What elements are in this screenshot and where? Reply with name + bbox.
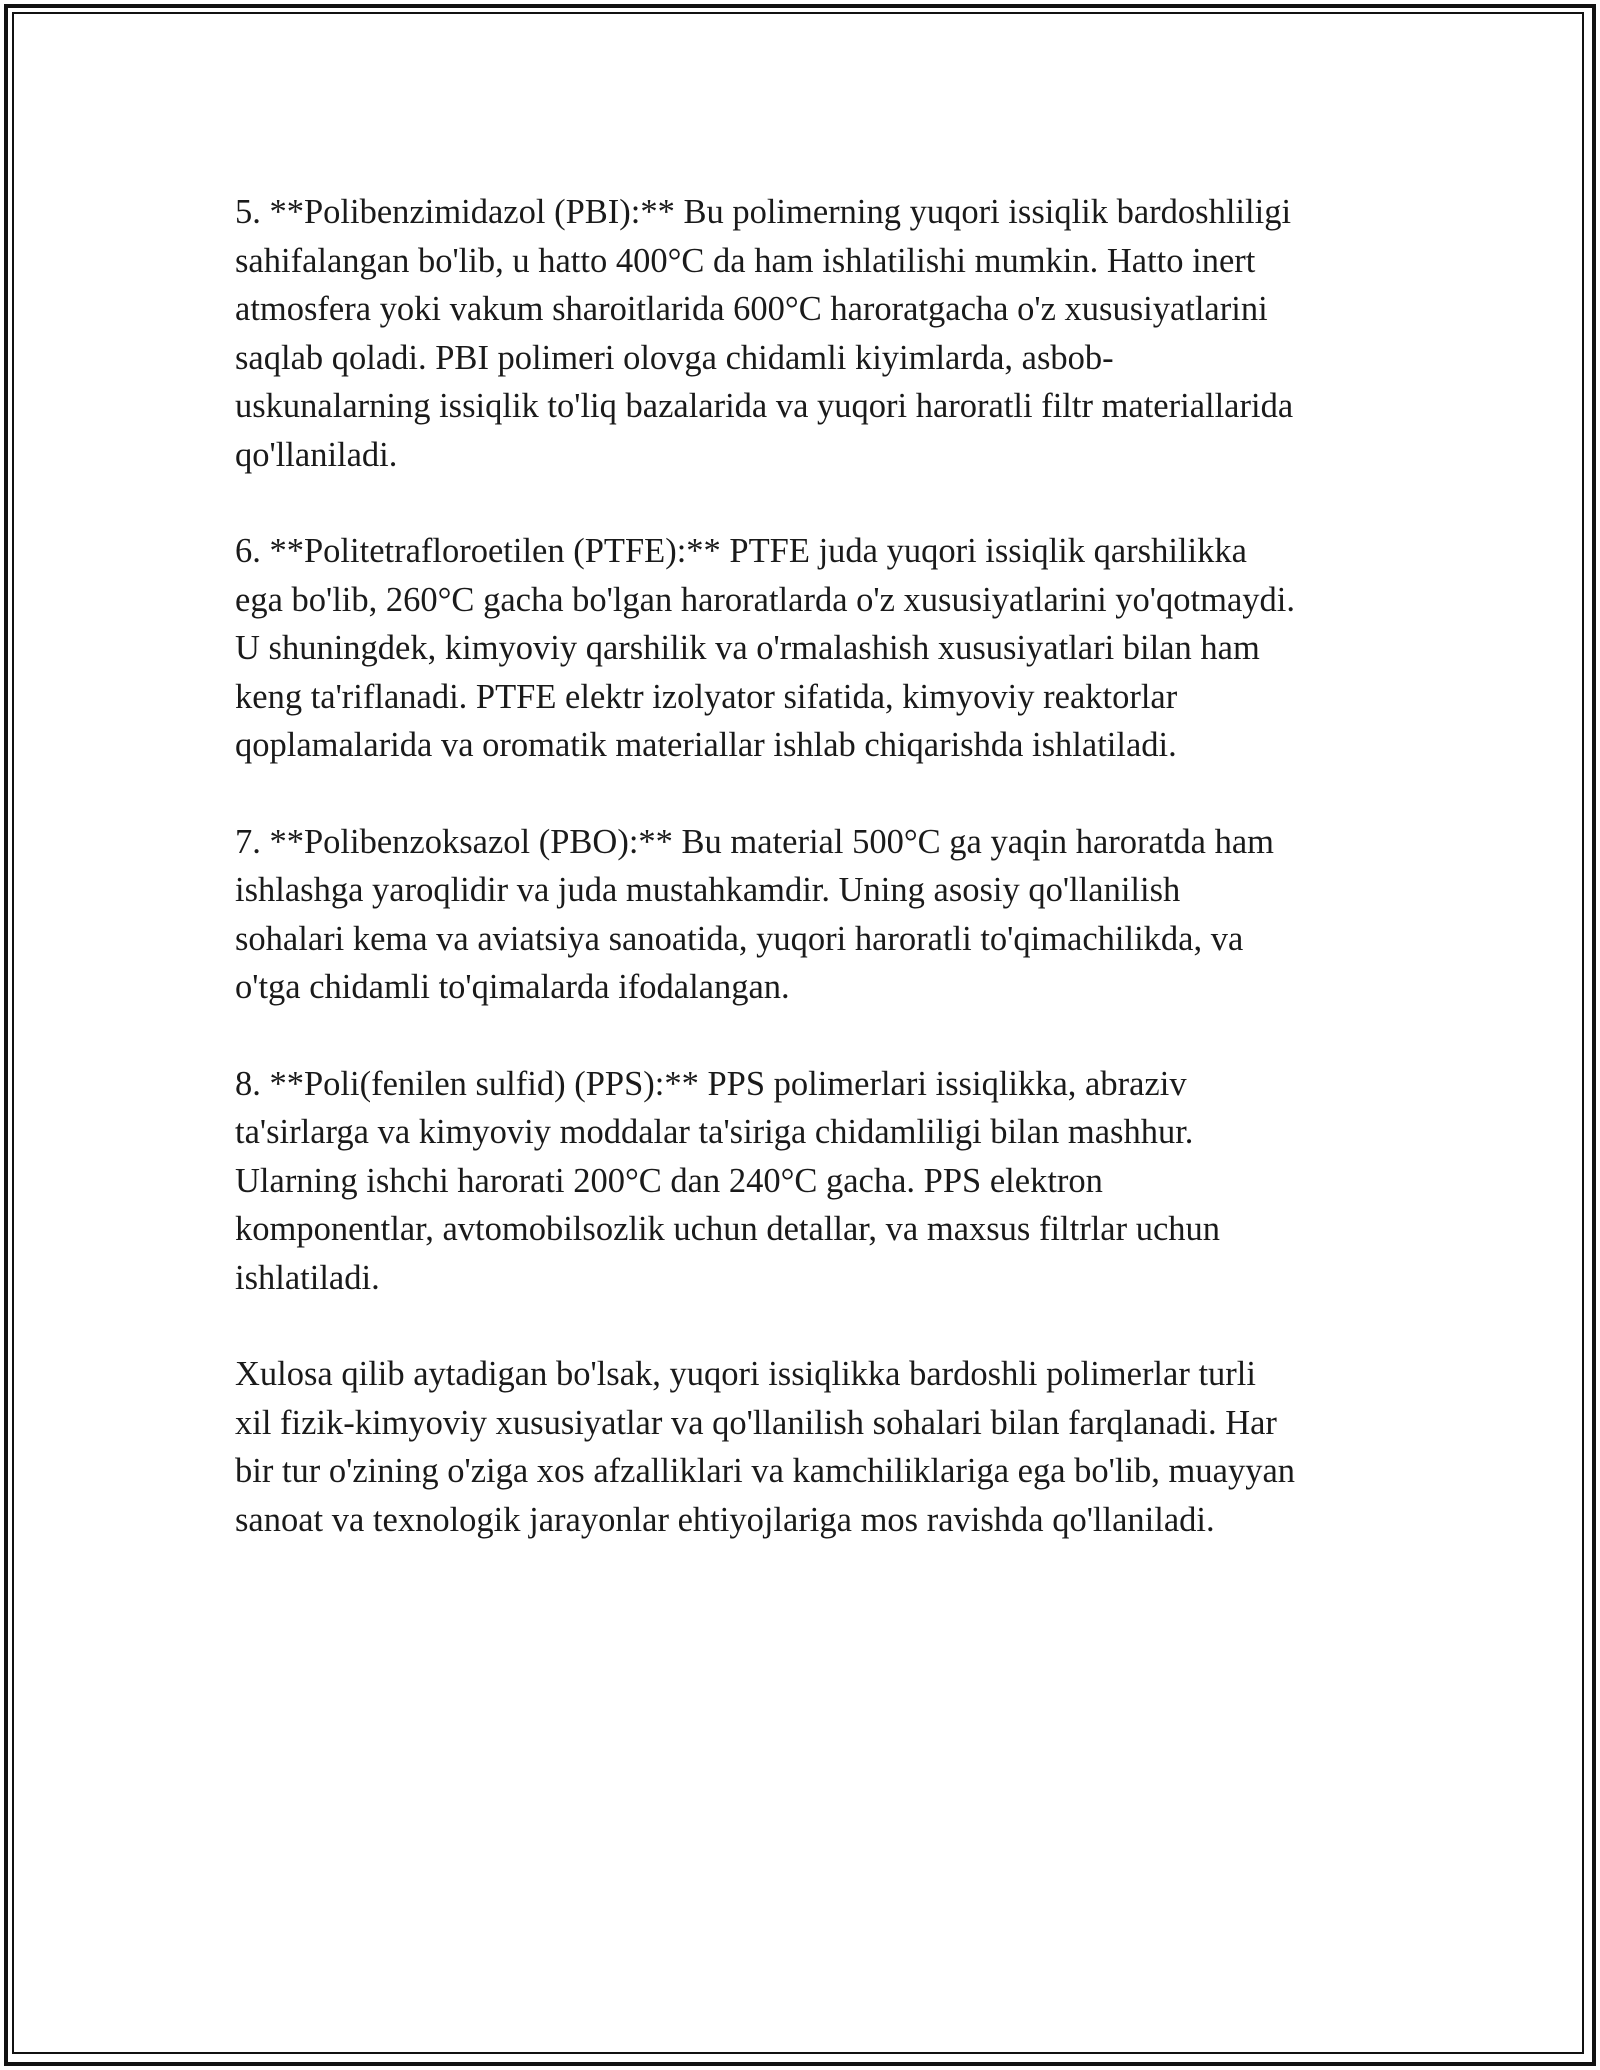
document-body (235, 188, 1375, 1592)
paragraph-pbo: 7. **Polibenzoksazol (PBO):** Bu material 500°C ga yaqin haroratda ham ishlashga yaroqlidir va juda mustahkamdir. Uning asosiy qo'llanilish sohalari kema va aviatsiya sanoatida, yuqori haroratli to'qimachilikda, va o'tga chidamli to'qimalarda ifodalangan. (235, 822, 1274, 1006)
paragraph-ptfe: 6. **Politetrafloroetilen (PTFE):** PTFE juda yuqori issiqlik qarshilikka ega bo'lib, 260°C gacha bo'lgan haroratlarda o'z xususiyatlarini yo'qotmaydi. U shuningdek, kimyoviy qarshilik va o'rmalashish xususiyatlari bilan ham keng ta'riflanadi. PTFE elektr izolyator sifatida, kimyoviy reaktorlar qoplamalarida va oromatik materiallar ishlab chiqarishda ishlatiladi. (235, 532, 1295, 764)
paragraph-pps: 8. **Poli(fenilen sulfid) (PPS):** PPS polimerlari issiqlikka, abraziv ta'sirlarga va kimyoviy moddalar ta'siriga chidamliligi bilan mashhur. Ularning ishchi harorati 200°C dan 240°C gacha. PPS elektron komponentlar, avtomobilsozlik uchun detallar, va maxsus filtrlar uchun ishlatiladi. (235, 1064, 1221, 1297)
paragraph-conclusion: Xulosa qilib aytadigan bo'lsak, yuqori issiqlikka bardoshli polimerlar turli xil fizik-kimyoviy xususiyatlar va qo'llanilish sohalari bilan farqlanadi. Har bir tur o'zining o'ziga xos afzalliklari va kamchiliklariga ega bo'lib, muayyan sanoat va texnologik jarayonlar ehtiyojlariga mos ravishda qo'llaniladi. (235, 1355, 1296, 1539)
paragraph-pbi: 5. **Polibenzimidazol (PBI):** Bu polimerning yuqori issiqlik bardoshliligi sahifalangan bo'lib, u hatto 400°C da ham ishlatilishi mumkin. Hatto inert atmosfera yoki vakum sharoitlarida 600°C haroratgacha o'z xususiyatlarini saqlab qoladi. PBI polimeri olovga chidamli kiyimlarda, asbob- uskunalarning issiqlik to'liq bazalarida va yuqori haroratli filtr materiallarida qo'llaniladi. (235, 193, 1294, 474)
